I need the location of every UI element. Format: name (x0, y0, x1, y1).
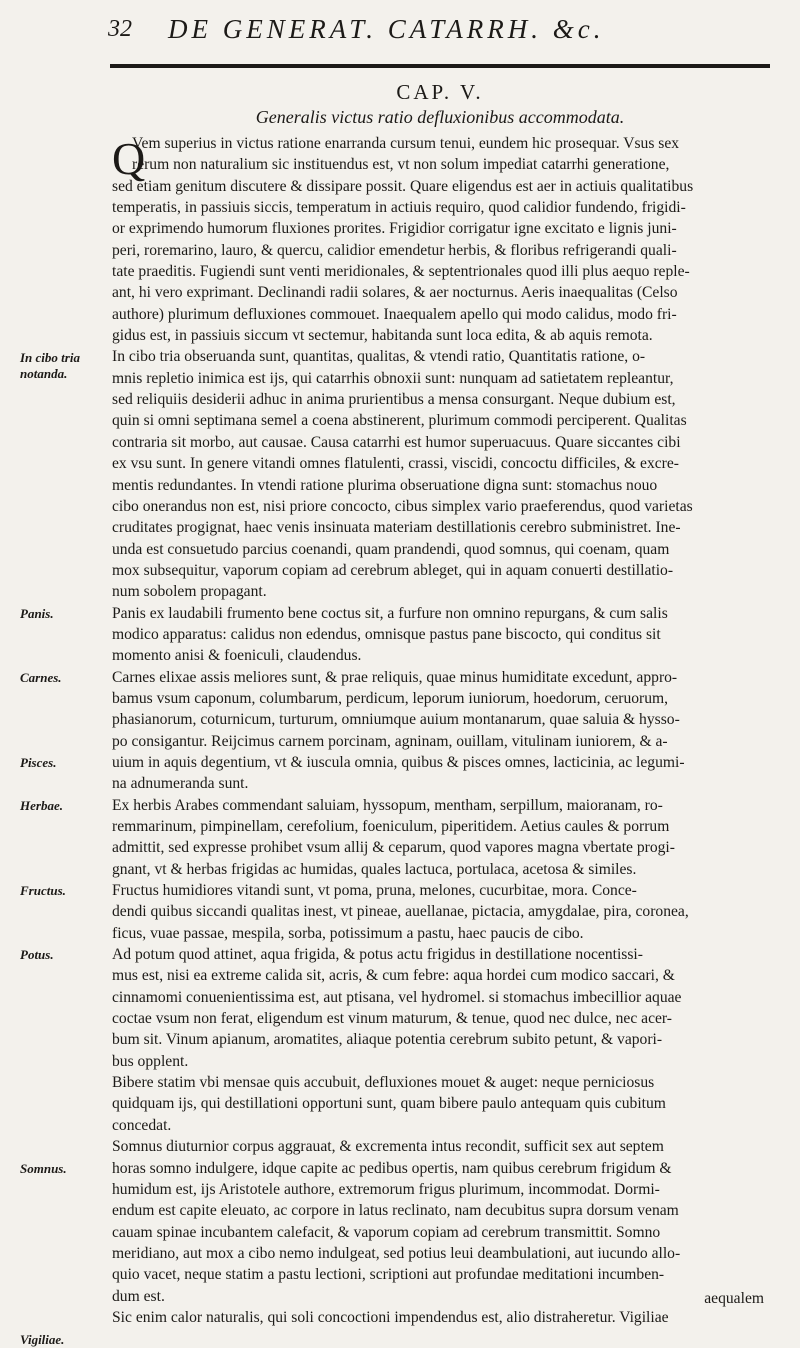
text-line: temperatis, in passiuis siccis, temperatum in actiuis requiro, quod calidior fundendo, frigidi- (112, 199, 686, 217)
text-line: Fructus humidiores vitandi sunt, vt poma, pruna, melones, cucurbitae, mora. Conce- (112, 882, 637, 900)
text-line: momento anisi & foeniculi, claudendus. (112, 647, 362, 665)
text-line: cauam spinae incubantem calefacit, & vaporum copiam ad cerebrum transmittit. Somno (112, 1223, 661, 1241)
text-line: ficus, vuae passae, mespila, sorba, potissimum a pastu, haec paucis de cibo. (112, 924, 584, 942)
text-line: dendi quibus siccandi qualitas inest, vt pineae, auellanae, pictacia, amygdalae, pira, coronea, (112, 903, 689, 921)
text-line: sed reliquiis desiderii adhuc in anima prurientibus a mensa consurgant. Neque dubium est, (112, 391, 676, 409)
text-line: Bibere statim vbi mensae quis accubuit, defluxiones mouet & auget: neque perniciosus (112, 1074, 655, 1092)
margin-note: In cibo tria notanda. (20, 349, 80, 381)
margin-note: Herbae. (20, 797, 63, 813)
margin-note: Fructus. (20, 883, 66, 899)
text-line: quidquam ijs, qui destillationi opportuni sunt, quam bibere paulo antequam quis cubitum (112, 1095, 666, 1113)
text-line: concedat. (112, 1116, 172, 1134)
text-line: horas somno indulgere, idque capite ac pedibus opertis, nam quibus cerebrum frigidum & (112, 1159, 672, 1177)
text-line: Panis ex laudabili frumento bene coctus sit, a furfure non omnino repurgans, & cum salis (112, 604, 668, 622)
running-title: DE GENERAT. CATARRH. &c. (168, 14, 605, 44)
header-rule (110, 64, 770, 68)
text-line: or exprimendo humorum fluxiones prorites. Frigidior corrigatur igne excitato e lignis juni- (112, 220, 677, 238)
catchword: aequalem (704, 1290, 764, 1307)
text-line: Ad potum quod attinet, aqua frigida, & potus actu frigidus in destillatione nocentissi- (112, 946, 643, 964)
margin-note: Pisces. (20, 755, 57, 771)
text-line: peri, roremarino, lauro, & quercu, calidior emendetur herbis, & floribus refrigerandi quali- (112, 241, 677, 259)
margin-note: Somnus. (20, 1160, 67, 1176)
margin-note: Vigiliae. (20, 1331, 65, 1347)
drop-cap: Q (112, 133, 146, 184)
text-line: modico apparatus: calidus non edendus, omnisque pastus pane biscocto, qui conditus sit (112, 625, 661, 643)
text-line: cibo onerandus non est, nisi priore concocto, cibus simplex vario praeferendus, quod varietas (112, 497, 693, 515)
text-line: gnant, vt & herbas frigidas ac humidas, quales lactuca, portulaca, acetosa & similes. (112, 860, 637, 878)
text-line: endum est capite eleuato, ac corpore in latus reclinato, nam decubitus supra dorsum venam (112, 1202, 679, 1220)
text-line: Sic enim calor naturalis, qui soli concoctioni impendendus est, alio distraheretur. Vigiliae (112, 1308, 669, 1326)
text-line: admittit, sed expresse prohibet vsum allij & ceparum, quod vapores magna vbertate progi- (112, 839, 675, 857)
text-line: num sobolem propagant. (112, 583, 267, 601)
text-line: bamus vsum caponum, columbarum, perdicum, leporum iuniorum, hoedorum, ceruorum, (112, 689, 669, 707)
text-line: phasianorum, coturnicum, turturum, omniumque auium montanarum, quae saluia & hysso- (112, 711, 680, 729)
text-line: sed etiam genitum discutere & dissipare possit. Quare eligendus est aer in actiuis qualitatibus (112, 177, 694, 195)
page-header (108, 10, 768, 50)
text-line: meridiano, aut mox a cibo nemo indulgeat, sed potius leui deambulationi, aut iucundo allo- (112, 1244, 681, 1262)
text-line: quio vacet, neque statim a pastu lectioni, scriptioni aut profundae meditationi incumben- (112, 1266, 665, 1284)
chapter-title: CAP. V. (396, 80, 484, 104)
text-line: authore) plurimum defluxiones commouet. Inaequalem apello qui modo calidus, modo fri- (112, 305, 677, 323)
body-text (112, 133, 768, 1328)
text-line: Somnus diuturnior corpus aggrauat, & excrementa intus recondit, sufficit sex aut septem (112, 1138, 664, 1156)
chapter-subtitle: Generalis victus ratio defluxionibus accommodata. (255, 107, 625, 127)
text-line: Ex herbis Arabes commendant saluiam, hyssopum, mentham, serpillum, maioranam, ro- (112, 796, 663, 814)
text-line: humidum est, ijs Aristotele authore, extremorum frigus plurimum, incommodat. Dormi- (112, 1180, 660, 1198)
text-line: remmarinum, pimpinellam, cerefolium, foeniculum, piperitidem. Aetius caules & porrum (112, 818, 670, 835)
margin-note: Potus. (20, 947, 54, 963)
text-line: quin si omni septimana semel a coena abstinerent, plurimum commodi perciperent. Qualitas (112, 412, 687, 430)
text-line: Carnes elixae assis meliores sunt, & prae reliquis, quae minus humiditate excedunt, appro- (112, 668, 678, 686)
text-line: ant, hi vero exprimant. Declinandi radii solares, & aer nocturnus. Aeris inaequalitas (Celso (112, 284, 678, 302)
text-line: ex vsu sunt. In genere vitandi omnes flatulenti, crassi, viscidi, concoctu difficiles, & excre- (112, 455, 679, 473)
text-line: mnis repletio inimica est ijs, qui catarrhis obnoxii sunt: nunquam ad satietatem repleantur, (112, 369, 674, 387)
text-line: contraria sit morbo, aut causae. Causa catarrhi est humor superuacuus. Quare siccantes cibi (112, 433, 681, 451)
text-line: cruditates progignat, haec venis insinuata materiam destillationis cerebro subministret. Ine- (112, 519, 681, 537)
text-line: cinnamomi conuenientissima est, aut ptisana, vel hydromel. si stomachus imbecillior aquae (112, 988, 682, 1006)
text-line: coctae vsum non ferat, eligendum est vinum maturum, & tenue, quod nec dulce, nec acer- (112, 1010, 672, 1028)
text-line: unda est consuetudo parcius coenandi, quam prandendi, quod somnus, qui coenam, quam (112, 540, 670, 558)
text-line: po consigantur. Reijcimus carnem porcinam, agninam, ouillam, vitulinam iuniorem, & a- (112, 732, 668, 750)
margin-note: Carnes. (20, 669, 62, 685)
text-line: dum est. (112, 1287, 165, 1305)
text-line: mentis redundantes. In vtendi ratione plurima obseruatione digna sunt: stomachus nouo (112, 476, 658, 494)
text-line: mus est, nisi ea extreme calida sit, acris, & cum febre: aqua hordei cum modico saccari, & (112, 967, 675, 985)
text-line: mox subsequitur, vaporum copiam ad cerebrum ableget, qui in aquam conuerti destillatio- (112, 561, 674, 579)
page-number: 32 (108, 16, 132, 42)
margin-note: Panis. (20, 605, 54, 621)
text-line: tate praeditis. Fugiendi sunt venti meridionales, & septentrionales quod illi plus aequo reple- (112, 263, 690, 281)
text-line: gidus est, in passiuis siccum vt sectemur, habitanda sunt loca edita, & ab aquis remota. (112, 327, 653, 345)
text-line: na adnumeranda sunt. (112, 775, 249, 793)
text-line: uium in aquis degentium, vt & iuscula omnia, quibus & pisces omnes, lacticinia, ac legumi- (112, 753, 685, 771)
text-line: bus opplent. (112, 1052, 189, 1070)
text-line: rerum non naturalium sic instituendus est, vt non solum impediat catarrhi generatione, (132, 156, 670, 174)
text-line: Vem superius in victus ratione enarranda cursum tenui, eundem hic prosequar. Vsus sex (132, 135, 680, 152)
text-line: In cibo tria obseruanda sunt, quantitas, qualitas, & vtendi ratio, Quantitatis ratione, o- (112, 348, 646, 366)
text-line: bum sit. Vinum apianum, aromatites, aliaque potentia cerebrum subito petunt, & vapori- (112, 1031, 663, 1049)
